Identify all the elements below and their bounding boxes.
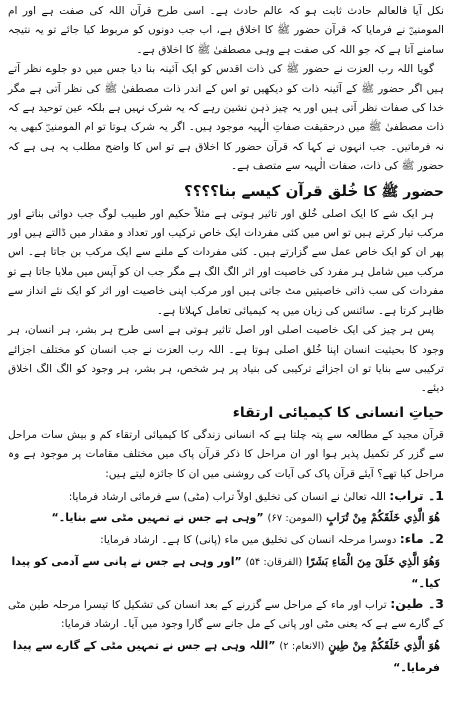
- verse-reference: (الانعام: ۲): [279, 640, 325, 652]
- khulq-paragraph-1: ہر ایک شے کا ایک اصلی خُلق اور تاثیر ہوتی ہے مثلاً حکیم اور طبیب لوگ جب دوائی بناتے اور مرکب تیار کرتے ہیں تو اس میں کئی مفردات ایک خاص ترکیب اور تعداد و مقدار میں ڈالتے ہیں اور پھر ان کو ایک خاص عمل سے گزارتے ہیں۔ کئی مفردات کے ملنے سے ایک مرکب بن جاتا ہے۔ اس مرکب میں شامل ہر مفرد کی خاصیت اور اثر الگ الگ ہے مگر جب ان کو آپس میں ملایا جاتا ہے تو مفردات کی سب ذاتی خاصیتیں مٹ جاتی ہیں اور مرکب اپنی خاصیت اور اثر کو ایک نئے انداز سے ظاہر کرتا ہے۔ سائنس کی زبان میں یہ کیمیائی تعامل کہلاتا ہے۔: [8, 207, 444, 317]
- stage-description: دوسرا مرحلہ انسان کی تخلیق میں ماء (پانی) کا ہے۔ ارشاد فرمایا:: [100, 534, 397, 547]
- stage-verse-line: [8, 507, 440, 529]
- heading-rest: خُلق قرآن کیسے بنا؟؟؟؟: [184, 181, 359, 200]
- section-heading-khulq: [8, 179, 444, 204]
- stage-verse-line: [8, 551, 440, 594]
- verse-reference: (الفرقان: ۵۴): [245, 556, 303, 568]
- quran-verse: وَهُوَ الَّذِي خَلَقَ مِنَ الْمَاءِ بَشَرًا: [306, 554, 440, 568]
- verse-translation: ”اللہ وہی ہے جس نے تمہیں مٹی کے گارے سے پیدا فرمایا۔“: [12, 638, 440, 674]
- stage-teen: [8, 594, 444, 678]
- verse-translation: ”اور وہی ہے جس نے پانی سے آدمی کو پیدا کیا۔“: [11, 554, 440, 590]
- verse-translation: ”وہی ہے جس نے تمہیں مٹی سے بنایا۔“: [51, 511, 264, 525]
- quran-verse: هُوَ الَّذِي خَلَقَكُمْ مِنْ طِينٍ: [328, 638, 440, 652]
- stage-label: 1۔ تراب:: [389, 487, 444, 503]
- stage-text: [8, 594, 444, 635]
- heading-prefix: حضور ﷺ کا: [358, 183, 444, 200]
- stage-description: تراب اور ماء کے مراحل سے گزرنے کے بعد انسان کی تشکیل کا تیسرا مرحلہ طین مٹی کے گارے سے ہے کہ یعنی مٹی اور پانی کے مل جانے سے گارا وجود میں آیا۔ ارشاد فرمایا:: [8, 598, 444, 631]
- stage-maa: [8, 529, 444, 593]
- stage-verse-line: [8, 635, 440, 678]
- stage-turab: [8, 486, 444, 529]
- verse-reference: (المومن: ۶۷): [267, 513, 323, 525]
- stage-text: [8, 529, 444, 550]
- evolution-paragraph: قرآن مجید کے مطالعہ سے پتہ چلتا ہے کہ انسانی زندگی کا کیمیائی ارتقاء کم و بیش سات مراحل سے گزر کر تکمیل پذیر ہوا اور ان مراحل کا ذکر قرآن پاک میں مختلف مقامات پر موجود ہے وہ مراحل کیا تھے؟ آیئے قرآن پاک کی آیات کی روشنی میں ان کا جائزہ لیتے ہیں:: [8, 428, 444, 480]
- stage-description: اللہ تعالیٰ نے انسان کی تخلیق اولاً تراب (مٹی) سے فرمائی ارشاد فرمایا:: [68, 490, 386, 503]
- stage-label: 2۔ ماء:: [399, 531, 444, 547]
- khulq-paragraph-2: پس ہر چیز کی ایک خاصیت اصلی اور اصل تاثیر ہوتی ہے اسی طرح ہر بشر، ہر انسان، ہر وجود کا بحیثیت انسان اپنا خُلق اصلی ہوتا ہے۔ اللہ رب العزت نے جب انسان کو مختلف اجزائے ترکیبی سے بنایا تو ان اجزائے ترکیبی کی بنیاد پر ہر شخص، ہر بشر، ہر وجود کو الگ الگ اخلاق دیئے۔: [8, 324, 444, 395]
- quran-verse: هُوَ الَّذِي خَلَقَكُمْ مِنْ تُرَابٍ: [326, 511, 440, 525]
- intro-paragraph: نکل آیا فالعالم حادث ثابت ہو کہ عالم حادث ہے۔ اسی طرح قرآن اللہ کی صفت ہے اور ام المومنینؓ نے فرمایا کہ قرآن حضور ﷺ کا اخلاق ہے، اب جب دونوں کو مربوط کیا جائے تو یہ نتیجہ سامنے آتا ہے کہ جو اللہ کی صفت ہے وہی مصطفیٰ ﷺ کا اخلاق ہے۔: [8, 5, 444, 56]
- stage-label: 3۔ طین:: [390, 595, 444, 611]
- section-heading-evolution: حیاتِ انسانی کا کیمیائی ارتقاء: [232, 404, 444, 421]
- stage-text: [8, 486, 444, 507]
- mirror-paragraph: گویا اللہ رب العزت نے حضور ﷺ کی ذات اقدس کو ایک آئینہ بنا دیا جس میں دو جلوے نظر آتے ہیں اگر حضور ﷺ کے آئینہ ذات کو دیکھیں تو اس کے اندر ذات مصطفیٰ ﷺ کی نظر آتی ہے مگر خدا کی صفات نظر آتی ہیں اور یہ چیز ذہن نشین رہے کہ یہ شرک نہیں ہے بلکہ عین توحید ہے کہ ذات مصطفیٰ ﷺ میں درحقیقت صفاتِ الٰہیہ موجود ہیں۔ اگر یہ شرک ہوتا تو ام المومنینؓ کبھی یہ نہ فرماتیں۔ جب انہوں نے کہا کہ قرآن حضور کا اخلاق ہے تو اس کا واضح مطلب یہ ہی ہے کہ حضور ﷺ کی ذات، صفات الٰہیہ سے متصف ہے۔: [8, 63, 444, 173]
